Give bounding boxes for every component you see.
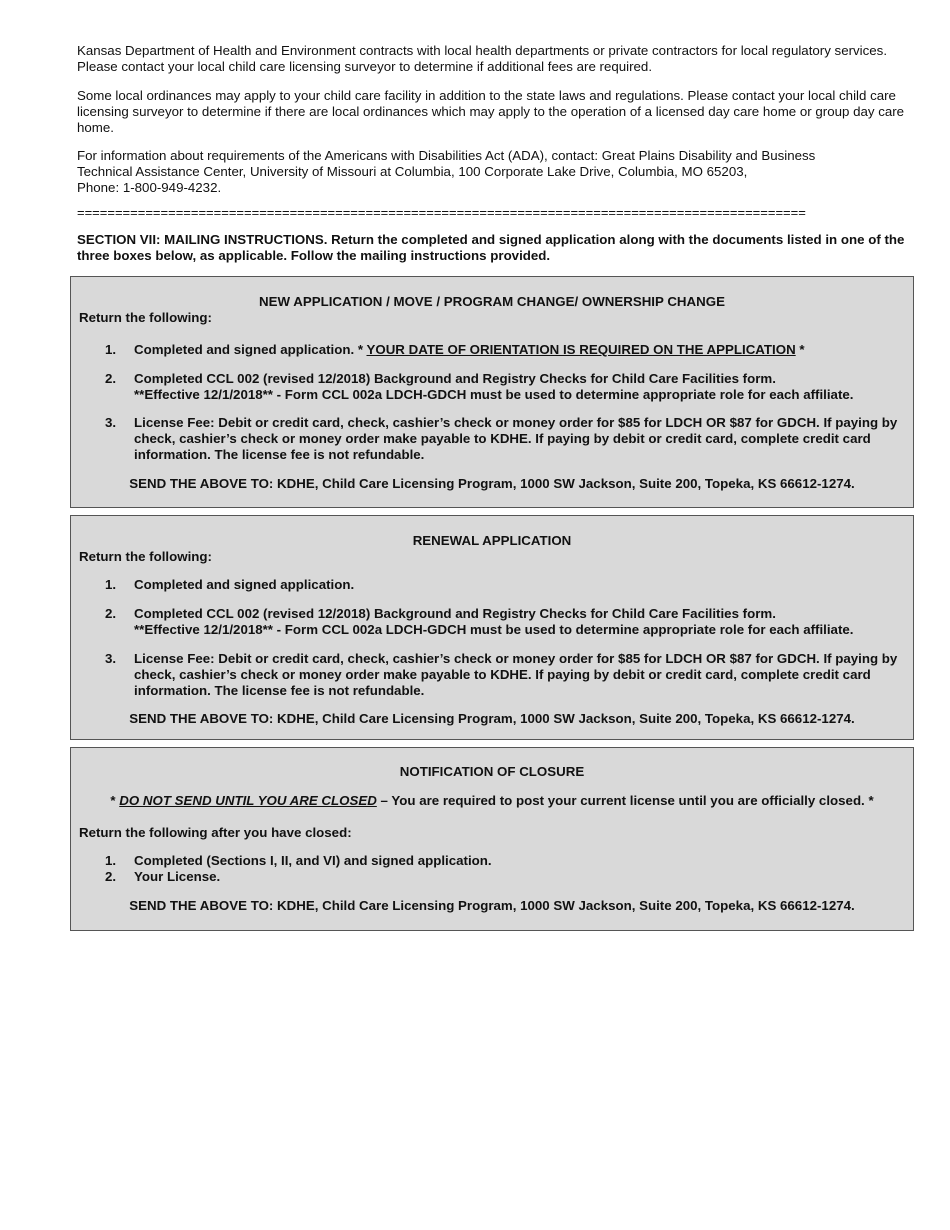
item-number: 1.: [105, 853, 117, 868]
orientation-date-required-note: YOUR DATE OF ORIENTATION IS REQUIRED ON THE APPLICATION: [366, 342, 796, 357]
item-text: License Fee: Debit or credit card, check, cashier’s check or money order for $85 for LDCH OR $87 for GDCH. If paying by check, cashier’s check or money order make payable to KDHE. If paying by debit or credit card, complete credit card information. The license fee is not refundable.: [134, 651, 898, 698]
item-text: [134, 342, 909, 358]
item-text: License Fee: Debit or credit card, check, cashier’s check or money order for $85 for LDCH OR $87 for GDCH. If paying by check, cashier’s check or money order make payable to KDHE. If paying by debit or credit card, complete credit card information. The license fee is not refundable.: [134, 415, 898, 462]
item-text-pre: Completed and signed application. *: [134, 342, 367, 357]
item-text-line-1: Completed CCL 002 (revised 12/2018) Background and Registry Checks for Child Care Facilities form.: [134, 606, 776, 621]
ada-line-1: For information about requirements of the Americans with Disabilities Act (ADA), contact: Great Plains Disability and Business: [77, 148, 816, 163]
closure-warning: [71, 793, 913, 809]
do-not-send-until-closed-note: DO NOT SEND UNTIL YOU ARE CLOSED: [119, 793, 377, 808]
closure-warning-pre: *: [110, 793, 120, 808]
renewal-application-title: RENEWAL APPLICATION: [412, 533, 572, 548]
item-text: Completed (Sections I, II, and VI) and signed application.: [134, 853, 492, 868]
item-text-line-2: **Effective 12/1/2018** - Form CCL 002a LDCH-GDCH must be used to determine appropriate role for each affiliate.: [134, 387, 854, 402]
renewal-application-box: [70, 515, 914, 740]
separator-line: ================================================================================================: [77, 205, 806, 220]
ada-line-2: Technical Assistance Center, University of Missouri at Columbia, 100 Corporate Lake Drive, Columbia, MO 65203,: [77, 164, 748, 179]
closure-send-to: SEND THE ABOVE TO: KDHE, Child Care Licensing Program, 1000 SW Jackson, Suite 200, Topeka, KS 66612-1274.: [129, 898, 855, 913]
item-text-post: *: [795, 342, 805, 357]
closure-notification-title: NOTIFICATION OF CLOSURE: [399, 764, 585, 779]
closure-warning-post: – You are required to post your current license until you are officially closed. *: [376, 793, 874, 808]
renewal-application-send-to: SEND THE ABOVE TO: KDHE, Child Care Licensing Program, 1000 SW Jackson, Suite 200, Topeka, KS 66612-1274.: [129, 711, 855, 726]
item-number: 1.: [105, 342, 117, 357]
new-application-send-to: SEND THE ABOVE TO: KDHE, Child Care Licensing Program, 1000 SW Jackson, Suite 200, Topeka, KS 66612-1274.: [129, 476, 855, 491]
intro-paragraph-ordinances: Some local ordinances may apply to your child care facility in addition to the state laws and regulations. Please contact your local child care licensing surveyor to determine if there are local ordinances which may apply to the operation of a licensed day care home or group day care home.: [77, 88, 905, 135]
item-text: Your License.: [134, 869, 221, 884]
item-number: 2.: [105, 371, 117, 386]
closure-notification-box: [70, 747, 914, 931]
new-application-return-label: Return the following:: [79, 310, 212, 325]
item-number: 2.: [105, 869, 117, 884]
intro-paragraph-regulatory: Kansas Department of Health and Environment contracts with local health departments or private contractors for local regulatory services. Please contact your local child care licensing surveyor to determine if additional fees are required.: [77, 43, 888, 74]
item-text: [134, 371, 909, 403]
ada-line-3: Phone: 1-800-949-4232.: [77, 180, 222, 195]
new-application-box: [70, 276, 914, 508]
item-text-line-1: Completed CCL 002 (revised 12/2018) Background and Registry Checks for Child Care Facilities form.: [134, 371, 776, 386]
item-number: 3.: [105, 415, 117, 430]
item-text-line-2: **Effective 12/1/2018** - Form CCL 002a LDCH-GDCH must be used to determine appropriate role for each affiliate.: [134, 622, 854, 637]
renewal-application-return-label: Return the following:: [79, 549, 212, 564]
item-number: 3.: [105, 651, 117, 666]
item-number: 2.: [105, 606, 117, 621]
intro-paragraph-ada: [77, 148, 907, 196]
closure-return-label: Return the following after you have closed:: [79, 825, 352, 840]
new-application-title: NEW APPLICATION / MOVE / PROGRAM CHANGE/ OWNERSHIP CHANGE: [259, 294, 725, 309]
item-text: Completed and signed application.: [134, 577, 355, 592]
section-vii-heading: SECTION VII: MAILING INSTRUCTIONS. Return the completed and signed application along with the documents listed in one of the three boxes below, as applicable. Follow the mailing instructions provided.: [77, 232, 905, 263]
item-text: [134, 606, 909, 638]
item-number: 1.: [105, 577, 117, 592]
